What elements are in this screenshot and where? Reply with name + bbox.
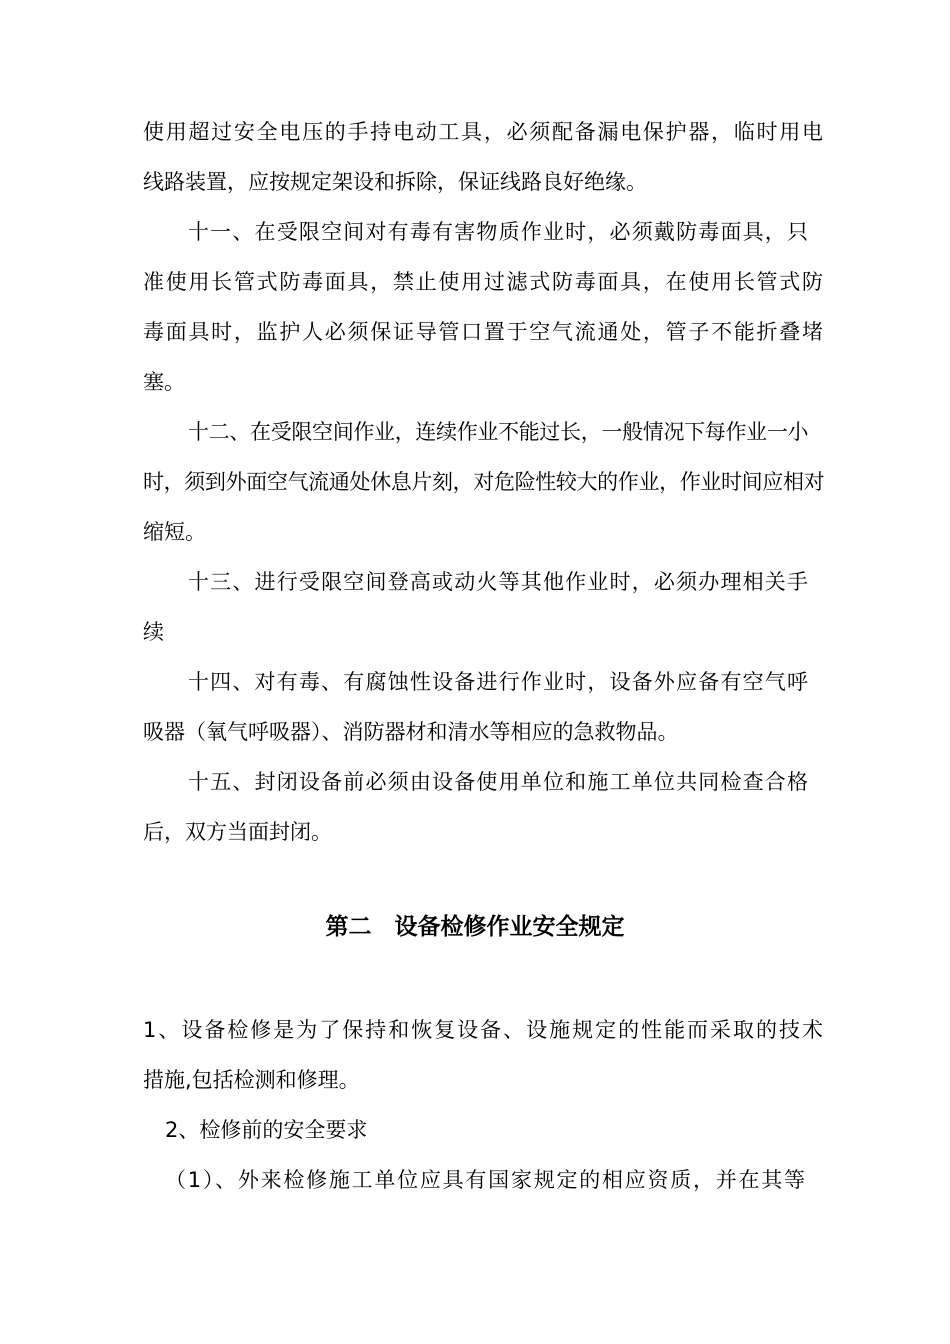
paragraph-12-line-3: 缩短。 — [143, 520, 206, 544]
paragraph-13-line-2: 续 — [143, 620, 164, 644]
paragraph-14-line-2: 吸器（氧气呼吸器）、消防器材和清水等相应的急救物品。 — [143, 720, 679, 744]
paragraph-12-line-1: 十二、在受限空间作业，连续作业不能过长，一般情况下每作业一小 — [188, 420, 808, 444]
paragraph-11-line-1: 十一、在受限空间对有毒有害物质作业时，必须戴防毒面具，只 — [188, 220, 808, 244]
paragraph-12-line-2: 时，须到外面空气流通处休息片刻，对危险性较大的作业，作业时间应相对 — [143, 470, 823, 494]
paragraph-11-line-2: 准使用长管式防毒面具，禁止使用过滤式防毒面具，在使用长管式防 — [143, 270, 823, 294]
section-heading: 第二 设备检修作业安全规定 — [325, 914, 625, 940]
paragraph-15-line-1: 十五、封闭设备前必须由设备使用单位和施工单位共同检查合格 — [188, 770, 808, 794]
paragraph-10-line-2: 线路装置，应按规定架设和拆除，保证线路良好绝缘。 — [143, 170, 647, 194]
item-1-line-1: 1、设备检修是为了保持和恢复设备、设施规定的性能而采取的技术 — [143, 1018, 823, 1042]
paragraph-14-line-1: 十四、对有毒、有腐蚀性设备进行作业时，设备外应备有空气呼 — [188, 670, 808, 694]
item-2-1-line-1: （1）、外来检修施工单位应具有国家规定的相应资质，并在其等 — [165, 1168, 805, 1192]
paragraph-13-line-1: 十三、进行受限空间登高或动火等其他作业时，必须办理相关手 — [188, 570, 808, 594]
paragraph-10-line-1: 使用超过安全电压的手持电动工具，必须配备漏电保护器，临时用电 — [143, 120, 823, 144]
item-1-line-2: 措施,包括检测和修理。 — [143, 1068, 360, 1092]
item-2-line-1: 2、检修前的安全要求 — [165, 1118, 368, 1142]
paragraph-15-line-2: 后，双方当面封闭。 — [143, 820, 332, 844]
paragraph-11-line-3: 毒面具时，监护人必须保证导管口置于空气流通处，管子不能折叠堵 — [143, 320, 823, 344]
paragraph-11-line-4: 塞。 — [143, 370, 185, 394]
